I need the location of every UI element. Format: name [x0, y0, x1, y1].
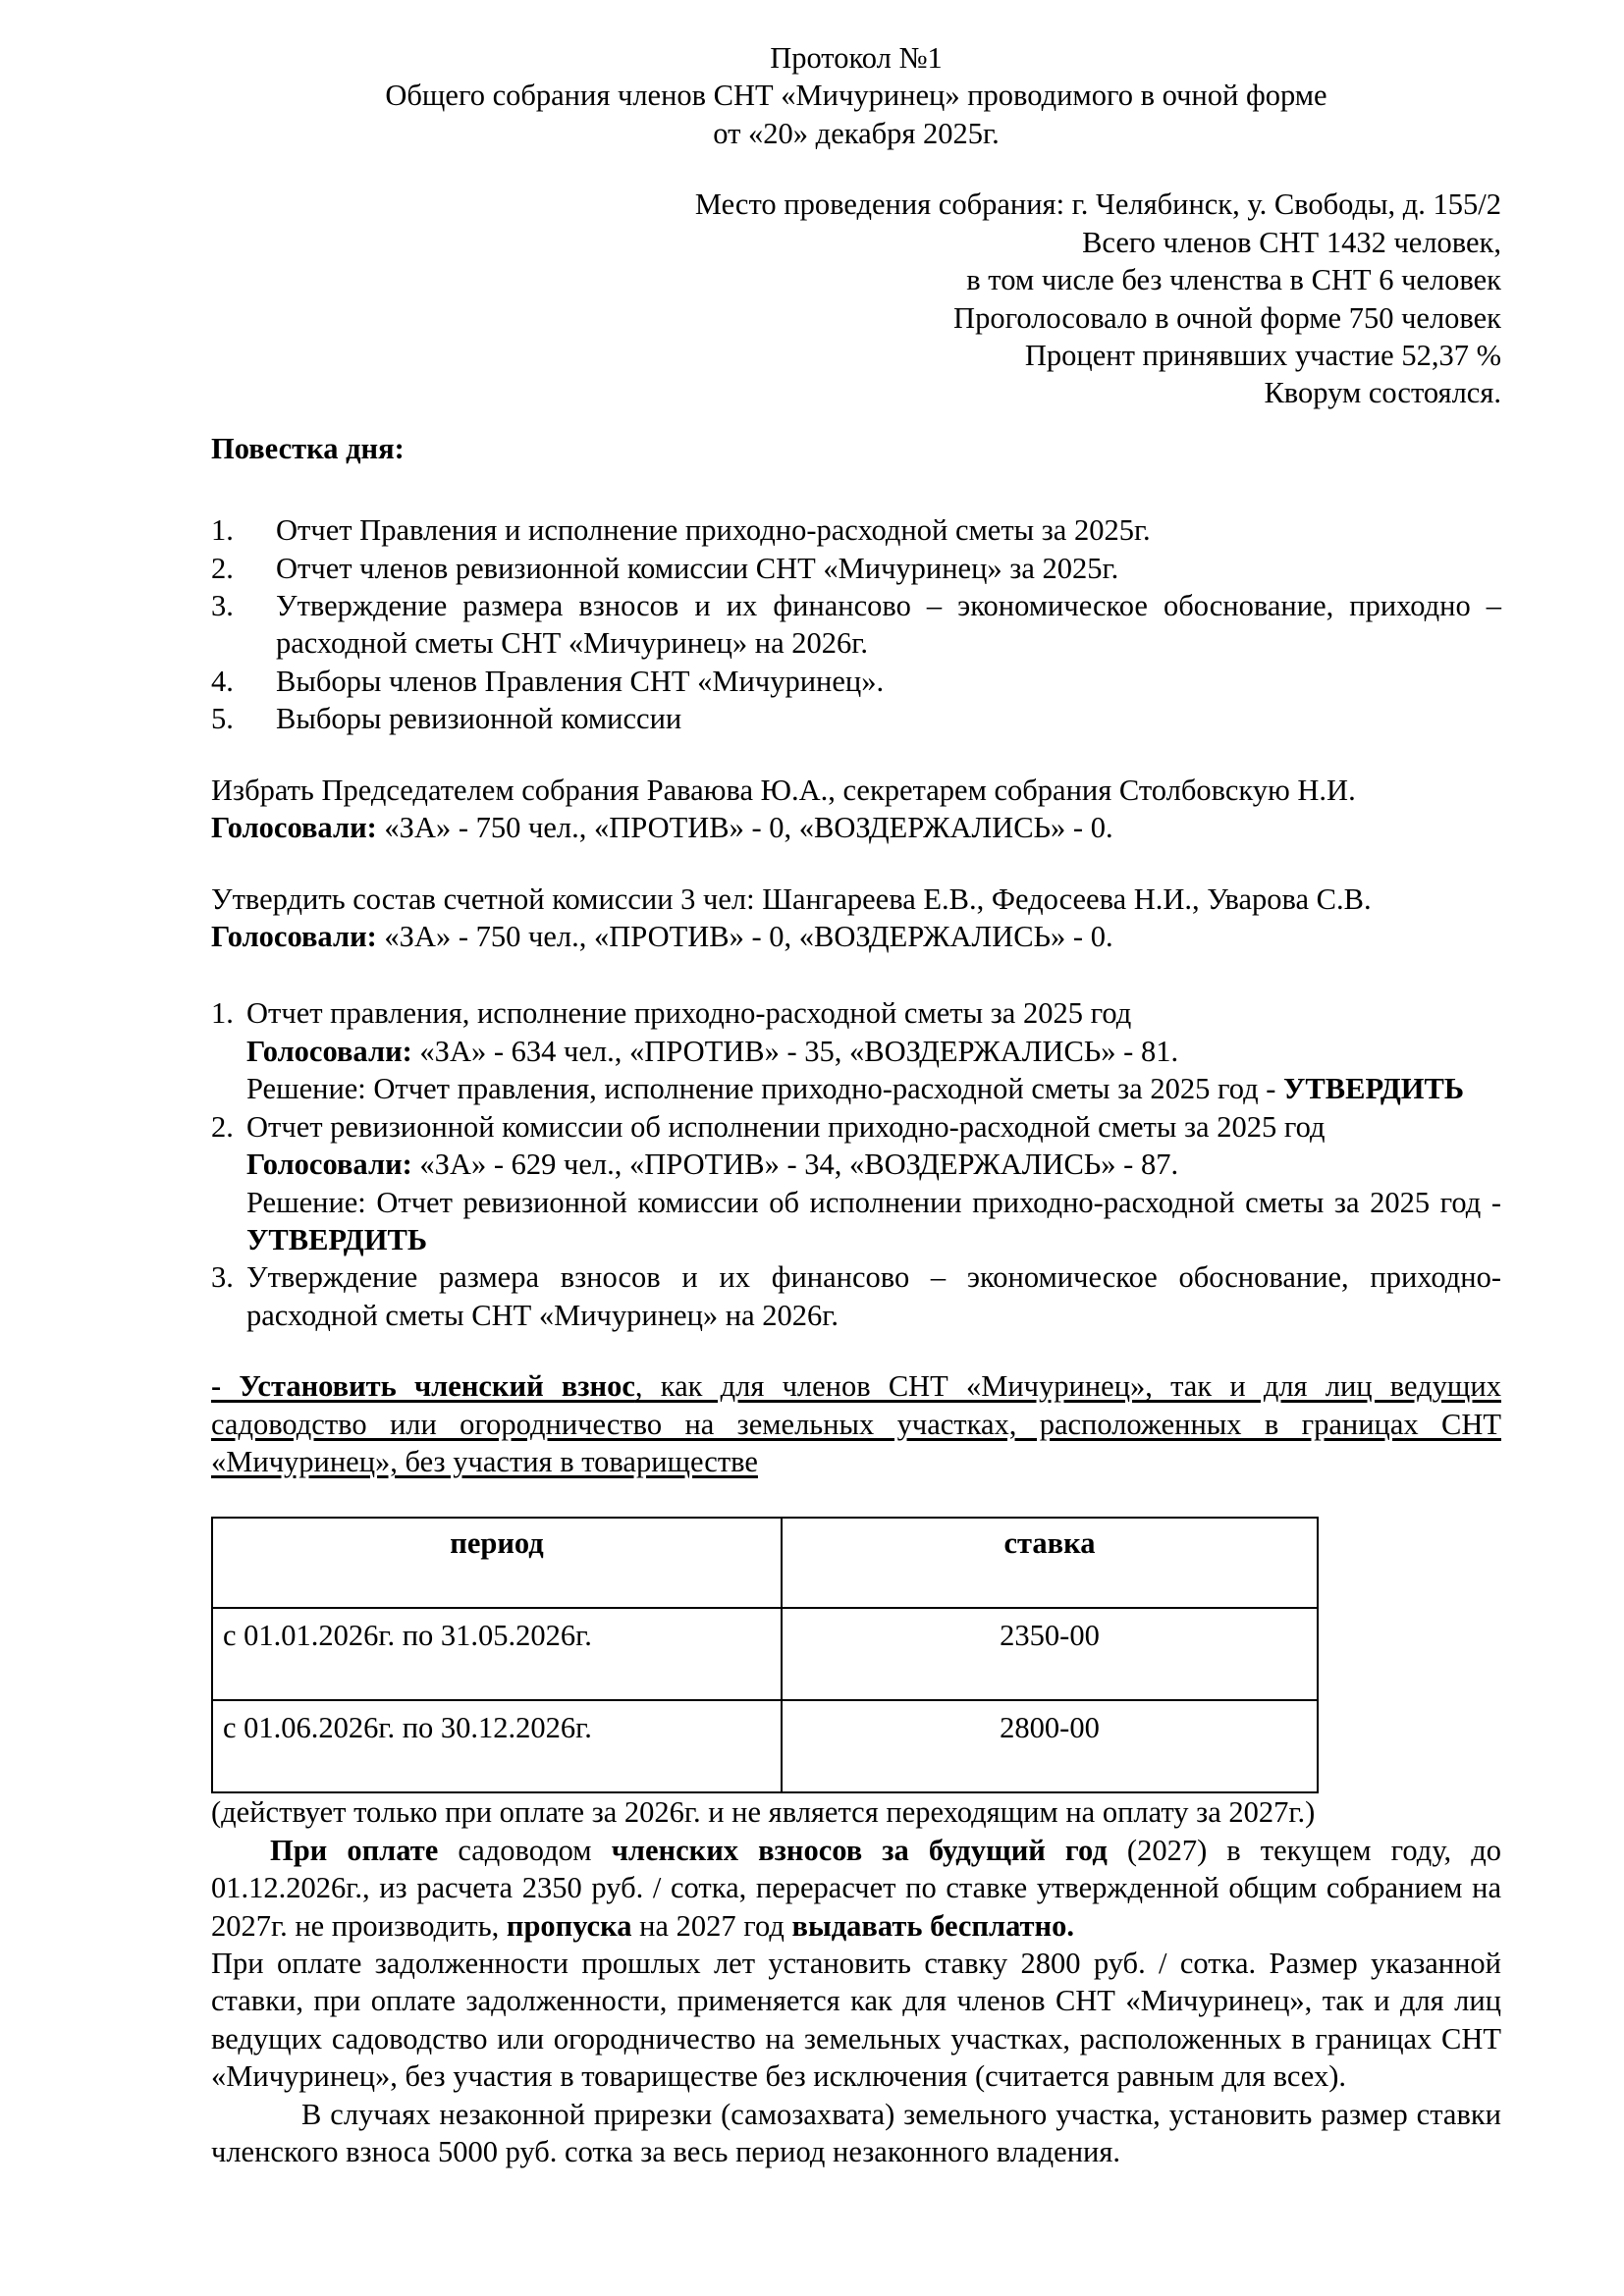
- membership-fee-clause-rest: , как для членов СНТ «Мичуринец», так и для лиц ведущих садоводство или огородничество на земельных участках, расположенных в границах СНТ «Мичуринец», без участия в товариществе: [211, 1369, 1501, 1479]
- debt-payment-note: При оплате задолженности прошлых лет установить ставку 2800 руб. / сотка. Размер указанной ставки, при оплате задолженности, применяется как для членов СНТ «Мичуринец», так и для лиц ведущих садоводство или огородничество на земельных участках, расположенных в границах СНТ «Мичуринец», без участия в товариществе без исключения (считается равным для всех).: [211, 1947, 1501, 2094]
- illegal-seizure-note: В случаях незаконной прирезки (самозахвата) земельного участка, установить размер ставки членского взноса 5000 руб. сотка за весь период незаконного владения.: [211, 2097, 1501, 2169]
- meeting-info-block: [211, 186, 1501, 412]
- rates-table: [211, 1517, 1319, 1794]
- document-title-line-2: Общего собрания членов СНТ «Мичуринец» проводимого в очной форме: [385, 79, 1327, 113]
- counting-commission-block: [211, 881, 1501, 956]
- decision-resolution: [246, 1184, 1501, 1259]
- table-row: [212, 1700, 1318, 1792]
- spacer: [211, 738, 1501, 772]
- participation-percent: Процент принявших участие 52,37 %: [1024, 338, 1501, 372]
- decision-item: [211, 994, 1501, 1107]
- agenda-list: [211, 511, 1501, 738]
- agenda-item-label: Отчет членов ревизионной комиссии СНТ «Мичуринец» за 2025г.: [276, 551, 1119, 585]
- agenda-item-number: 1.: [211, 513, 234, 548]
- meeting-location: Место проведения собрания: г. Челябинск, у. Свободы, д. 155/2: [694, 187, 1501, 222]
- agenda-item-number: 3.: [211, 589, 234, 623]
- agenda-item: [211, 663, 1501, 700]
- membership-fee-clause: [211, 1367, 1501, 1480]
- decisions-list: [211, 994, 1501, 1334]
- vote-label: Голосовали:: [211, 920, 377, 954]
- membership-fee-clause-lead: - Установить членский взнос: [211, 1369, 635, 1404]
- spacer: [211, 1481, 1501, 1517]
- spacer: [211, 1334, 1501, 1367]
- agenda-heading: Повестка дня:: [211, 431, 405, 465]
- document-title-line-3: от «20» декабря 2025г.: [713, 116, 1000, 150]
- rates-table-wrapper: [211, 1517, 1501, 1794]
- vote-result: «ЗА» - 629 чел., «ПРОТИВ» - 34, «ВОЗДЕРЖАЛИСЬ» - 87.: [411, 1148, 1179, 1182]
- validity-note: (действует только при оплате за 2026г. и не является переходящим на оплату за 2027г.): [211, 1795, 1316, 1830]
- vote-label: Голосовали:: [246, 1148, 412, 1182]
- vote-result: «ЗА» - 750 чел., «ПРОТИВ» - 0, «ВОЗДЕРЖАЛИСЬ» - 0.: [376, 811, 1113, 845]
- decision-body: [246, 1108, 1501, 1259]
- agenda-item: [211, 511, 1501, 549]
- chairman-election-block: [211, 772, 1501, 847]
- prepayment-lead: При оплате: [270, 1833, 439, 1867]
- prepayment-emphasis-2: пропуска: [506, 1908, 632, 1943]
- decision-item: [211, 1108, 1501, 1259]
- spacer: [211, 412, 1501, 430]
- chairman-election-vote: [211, 809, 1501, 846]
- prepayment-note: [211, 1832, 1501, 1945]
- agenda-item-label: Выборы ревизионной комиссии: [276, 702, 682, 736]
- decision-number: 1.: [211, 996, 234, 1031]
- resolution-verdict: УТВЕРДИТЬ: [246, 1222, 427, 1256]
- vote-label: Голосовали:: [211, 811, 377, 845]
- decision-vote: [246, 1146, 1501, 1183]
- vote-label: Голосовали:: [246, 1034, 412, 1068]
- decision-item: [211, 1258, 1501, 1334]
- spacer: [211, 847, 1501, 881]
- agenda-item-number: 2.: [211, 551, 234, 585]
- document-title-block: [211, 39, 1501, 152]
- resolution-text: Решение: Отчет ревизионной комиссии об исполнении приходно-расходной сметы за 2025 год -: [246, 1185, 1501, 1219]
- prepayment-emphasis-3: выдавать бесплатно.: [791, 1908, 1074, 1943]
- prepayment-emphasis-1: членских взносов за будущий год: [611, 1833, 1108, 1867]
- agenda-item-label: Утверждение размера взносов и их финансово – экономическое обоснование, приходно – расходной сметы СНТ «Мичуринец» на 2026г.: [276, 589, 1501, 661]
- agenda-item: [211, 587, 1501, 663]
- document-body: [211, 39, 1501, 2171]
- cell-period: с 01.01.2026г. по 31.05.2026г.: [212, 1608, 782, 1700]
- cell-period: с 01.06.2026г. по 30.12.2026г.: [212, 1700, 782, 1792]
- agenda-item: [211, 550, 1501, 587]
- agenda-item-number: 5.: [211, 702, 234, 736]
- members-total: Всего членов СНТ 1432 человек,: [1082, 225, 1501, 259]
- vote-result: «ЗА» - 634 чел., «ПРОТИВ» - 35, «ВОЗДЕРЖАЛИСЬ» - 81.: [411, 1034, 1179, 1068]
- prepayment-text-2: (2027) в текущем году, до 01.12.2026г., из расчета 2350 руб. / сотка, перерасчет по ставке утвержденной общим собранием на 2027г. не производить,: [211, 1833, 1501, 1943]
- chairman-election-statement: Избрать Председателем собрания Раваюва Ю.А., секретарем собрания Столбовскую Н.И.: [211, 773, 1356, 807]
- agenda-item-number: 4.: [211, 664, 234, 698]
- column-header-rate: ставка: [782, 1518, 1318, 1608]
- cell-rate: 2800-00: [782, 1700, 1318, 1792]
- spacer: [211, 467, 1501, 511]
- column-header-period: период: [212, 1518, 782, 1608]
- decision-topic: Отчет правления, исполнение приходно-расходной сметы за 2025 год: [246, 996, 1132, 1031]
- counting-commission-statement: Утвердить состав счетной комиссии 3 чел: Шангареева Е.В., Федосеева Н.И., Уварова С.В.: [211, 881, 1372, 916]
- decision-vote: [246, 1033, 1501, 1070]
- document-title-line-1: Протокол №1: [770, 41, 943, 75]
- resolution-text: Решение: Отчет правления, исполнение приходно-расходной сметы за 2025 год -: [246, 1072, 1284, 1106]
- cell-rate: 2350-00: [782, 1608, 1318, 1700]
- resolution-verdict: УТВЕРДИТЬ: [1283, 1072, 1465, 1106]
- table-row: [212, 1608, 1318, 1700]
- voted-count: Проголосовало в очной форме 750 человек: [953, 300, 1501, 335]
- prepayment-text-1: садоводом: [438, 1833, 612, 1867]
- counting-commission-vote: [211, 918, 1501, 955]
- non-members-count: в том числе без членства в СНТ 6 человек: [966, 263, 1501, 297]
- prepayment-text-3: на 2027 год: [631, 1908, 792, 1943]
- decision-topic: Отчет ревизионной комиссии об исполнении приходно-расходной сметы за 2025 год: [246, 1109, 1326, 1144]
- decision-resolution: [246, 1070, 1501, 1107]
- spacer: [211, 152, 1501, 186]
- decision-number: 2.: [211, 1109, 234, 1144]
- spacer: [211, 955, 1501, 994]
- decision-body: [246, 994, 1501, 1107]
- decision-number: 3.: [211, 1260, 234, 1295]
- table-header-row: [212, 1518, 1318, 1608]
- decision-topic: Утверждение размера взносов и их финансово – экономическое обоснование, приходно-расходной сметы СНТ «Мичуринец» на 2026г.: [246, 1260, 1501, 1332]
- agenda-item-label: Отчет Правления и исполнение приходно-расходной сметы за 2025г.: [276, 513, 1151, 548]
- agenda-item: [211, 700, 1501, 737]
- agenda-item-label: Выборы членов Правления СНТ «Мичуринец».: [276, 664, 885, 698]
- quorum-status: Кворум состоялся.: [1264, 376, 1501, 410]
- vote-result: «ЗА» - 750 чел., «ПРОТИВ» - 0, «ВОЗДЕРЖАЛИСЬ» - 0.: [376, 920, 1113, 954]
